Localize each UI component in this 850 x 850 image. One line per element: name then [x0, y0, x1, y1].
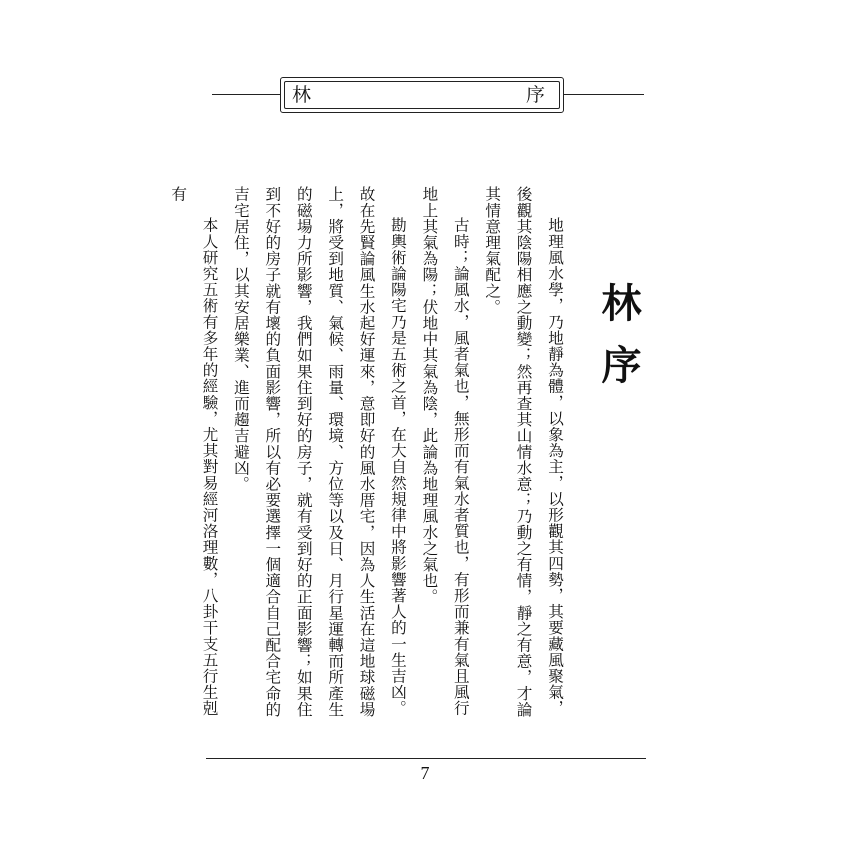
- running-header-left: 林: [292, 84, 312, 106]
- paragraph: 勘輿術論陽宅乃是五術之首，在大自然規律中將影響著人的一生吉凶。故在先賢論風生水起好運來，意即好的風水厝宅，因為人生活在這地球磁場上，將受到地質、氣候、雨量、環境、方位等以及日、月行星運轉而所產生的磁場力所影響，我們如果住到好的房子，就有受到好的正面影響；如果住到不好的房子就有壞的負面影響，所以有必要選擇一個適合自己配合宅命的吉宅居住，以其安居樂業、進而趨吉避凶。: [231, 186, 407, 718]
- running-header-right: 序: [526, 84, 546, 106]
- footer-rule: [206, 758, 646, 759]
- paragraph: 本人研究五術有多年的經驗，尤其對易經河洛理數，八卦干支五行生剋有: [169, 186, 219, 717]
- paragraph: 古時；論風水，風者氣也，無形而有氣水者質也，有形而兼有氣且風行地上其氣為陽；伏地中其氣為陰，此論為地理風水之氣也。: [420, 186, 470, 717]
- chapter-title: 林序: [595, 282, 642, 406]
- paragraph: 地理風水學，乃地靜為體，以象為主，以形觀其四勢，其要藏風聚氣，後觀其陰陽相應之動變；然再查其山情水意；乃動之有情，靜之有意，才論其情意理氣配之。: [483, 186, 564, 718]
- body-text: [169, 186, 570, 726]
- running-header-frame: [280, 77, 564, 113]
- header-rule-right: [564, 94, 644, 95]
- page-number: 7: [420, 763, 430, 783]
- header-rule-left: [212, 94, 280, 95]
